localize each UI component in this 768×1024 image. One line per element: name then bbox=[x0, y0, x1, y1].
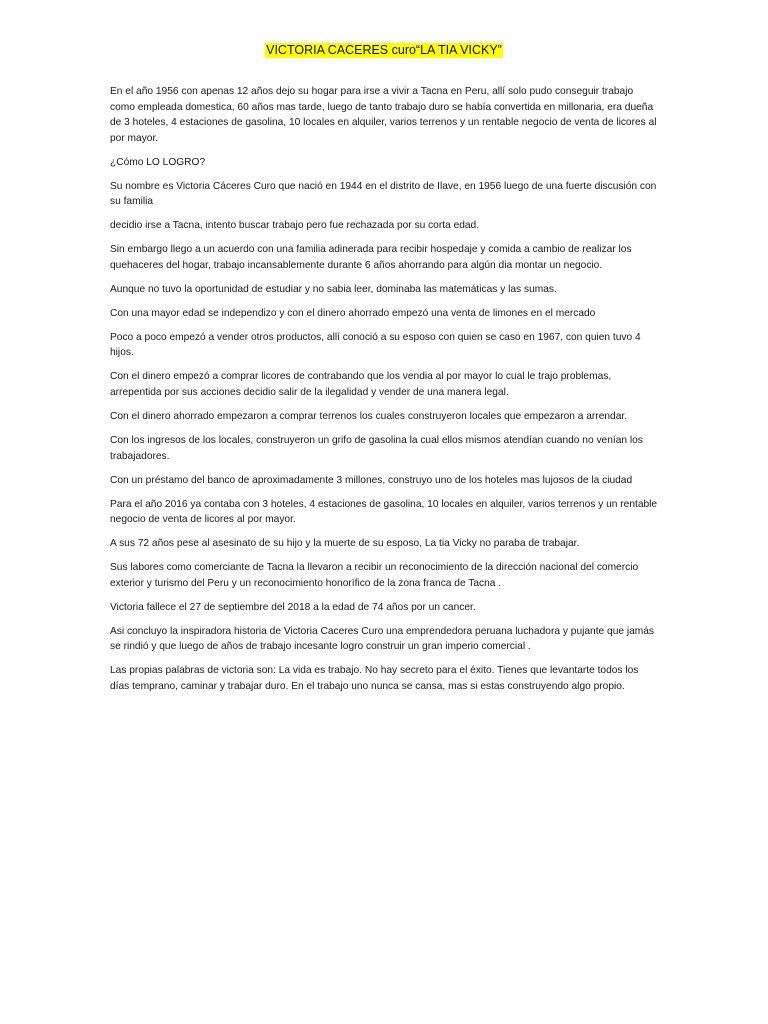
paragraph: Su nombre es Victoria Cáceres Curo que nació en 1944 en el distrito de Ilave, en 1956 luego de una fuerte discusión con su familia bbox=[110, 180, 657, 208]
paragraph: Sus labores como comerciante de Tacna la llevaron a recibir un reconocimiento de la dirección nacional del comercio exterior y turismo del Peru y un reconocimiento honorífico de la zona franca de Tacna . bbox=[110, 562, 639, 589]
paragraph: Para el año 2016 ya contaba con 3 hoteles, 4 estaciones de gasolina, 10 locales en alquiler, varios terrenos y un rentable negocio de venta de licores al por mayor. bbox=[110, 498, 658, 526]
paragraph: Con el dinero ahorrado empezaron a comprar terrenos los cuales construyeron locales que empezaron a arrendar. bbox=[110, 411, 628, 423]
paragraph: A sus 72 años pese al asesinato de su hijo y la muerte de su esposo, La tia Vicky no paraba de trabajar. bbox=[110, 538, 580, 550]
paragraph: Con un préstamo del banco de aproximadamente 3 millones, construyo uno de los hoteles mas lujosos de la ciudad bbox=[110, 474, 633, 486]
paragraph: Con los ingresos de los locales, construyeron un grifo de gasolina la cual ellos mismos atendían cuando no venían los trabajadores. bbox=[110, 435, 643, 462]
paragraph: decidio irse a Tacna, intento buscar trabajo pero fue rechazada por su corta edad. bbox=[110, 220, 480, 232]
paragraph: En el año 1956 con apenas 12 años dejo su hogar para irse a vivir a Tacna en Peru, allí solo pudo conseguir trabajo como empleada domestica, 60 años mas tarde, luego de tanto trabajo duro se había convertida en millonaria, era dueña de 3 hoteles, 4 estaciones de gasolina, 10 locales en alquiler, varios terrenos y un rentable negocio de venta de licores al por mayor. bbox=[110, 86, 657, 144]
document-title: VICTORIA CACERES curo“LA TIA VICKY” bbox=[266, 43, 502, 57]
paragraph: Con una mayor edad se independizo y con el dinero ahorrado empezó una venta de limones en el mercado bbox=[110, 307, 596, 319]
title-container bbox=[0, 41, 768, 59]
paragraph: Las propias palabras de victoria son: La vida es trabajo. No hay secreto para el éxito. Tienes que levantarte todos los días temprano, caminar y trabajar duro. En el trabajo uno nunca se cansa, mas si estas construyendo algo propio. bbox=[110, 665, 639, 692]
paragraph: Sin embargo llego a un acuerdo con una familia adinerada para recibir hospedaje y comida a cambio de realizar los quehaceres del hogar, trabajo incansablemente durante 6 años ahorrando para algún dia montar un negocio. bbox=[110, 244, 632, 271]
document-body bbox=[110, 84, 658, 703]
paragraph: Asi concluyo la inspiradora historia de Victoria Caceres Curo una emprendedora peruana luchadora y pujante que jamás se rindió y que luego de años de trabajo incesante logro construir un gran imperio comercial . bbox=[110, 625, 655, 653]
paragraph: Poco a poco empezó a vender otros productos, allí conoció a su esposo con quien se caso en 1967, con quien tuvo 4 hijos. bbox=[110, 331, 641, 359]
paragraph: ¿Cómo LO LOGRO? bbox=[110, 156, 206, 168]
paragraph: Victoria fallece el 27 de septiembre del 2018 a la edad de 74 años por un cancer. bbox=[110, 601, 476, 613]
paragraph: Con el dinero empezó a comprar licores de contrabando que los vendia al por mayor lo cual le trajo problemas, arrepentida por sus acciones decidio salir de la ilegalidad y vender de una manera legal. bbox=[110, 371, 612, 399]
paragraph: Aunque no tuvo la oportunidad de estudiar y no sabia leer, dominaba las matemáticas y las sumas. bbox=[110, 283, 557, 295]
